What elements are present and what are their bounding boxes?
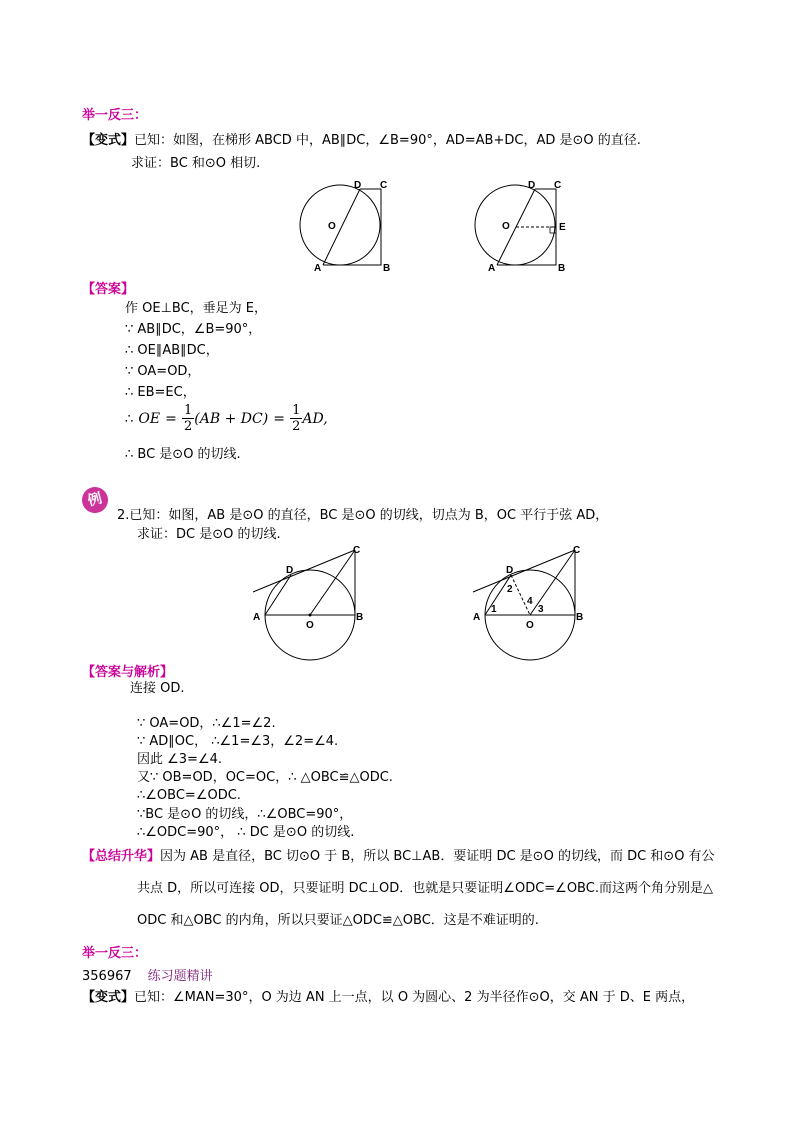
label-D: D (354, 180, 362, 191)
fraction-half: $\frac{1}{2}$ (292, 403, 301, 434)
label-E: E (559, 222, 566, 233)
answer1-line-3: ∴ OE∥AB∥DC， (125, 343, 219, 358)
answer1-line-5: ∴ EB=EC， (125, 385, 196, 400)
summary-line-2: 共点 D，所以可连接 OD，只要证明 DC⊥OD．也就是只要证明∠ODC=∠OBC.而这两个角分别是△ (137, 881, 713, 896)
label-B: B (558, 263, 566, 274)
fraction-half: $\frac{1}{2}$ (184, 403, 193, 434)
label-D: D (506, 565, 514, 576)
label-angle-4: 4 (527, 596, 533, 607)
label-A: A (473, 612, 481, 623)
label-O: O (306, 620, 314, 631)
section-heading-2: 举一反三： (82, 946, 148, 961)
exercise-link[interactable]: 练习题精讲 (147, 969, 213, 984)
trapezoid-figure-right (475, 180, 566, 274)
label-C: C (353, 545, 361, 556)
answer-tag-1: 【答案】 (82, 282, 135, 297)
trapezoid-figures (290, 172, 590, 277)
example-badge: 例 (79, 484, 111, 516)
answer-tag-2: 【答案与解析】 (82, 665, 174, 680)
tangent-figure-right (473, 545, 583, 660)
answer1-conclusion: ∴ BC 是⊙O 的切线. (125, 447, 241, 462)
example2-prove: 求证：DC 是⊙O 的切线. (137, 527, 281, 542)
section-heading-1: 举一反三： (82, 108, 148, 123)
label-C: C (554, 180, 562, 191)
label-B: B (576, 612, 584, 623)
label-C: C (573, 545, 581, 556)
variant-problem-2 (82, 989, 694, 1007)
tangent-figure-left (253, 545, 363, 660)
answer2-line-2: ∵ AD∥OC， ∴∠1=∠3，∠2=∠4. (137, 734, 339, 749)
answer2-line-3: 因此 ∠3=∠4. (137, 752, 223, 767)
variant-tag: 【变式】 (82, 990, 135, 1005)
answer2-first: 连接 OD. (130, 681, 185, 696)
variant-tag: 【变式】 (82, 133, 135, 148)
label-angle-1: 1 (491, 604, 497, 615)
label-A: A (314, 263, 322, 274)
answer2-line-6: ∵BC 是⊙O 的切线，∴∠OBC=90°， (137, 807, 353, 822)
answer1-formula: ∴ OE = $\frac{1}{2}$ (AB + DC) = $\frac{1}{2}$ AD, (125, 403, 328, 434)
exercise-code: 356967 (82, 969, 132, 984)
tangent-figures (248, 540, 598, 665)
variant-text: 已知：如图，在梯形 ABCD 中，AB∥DC，∠B=90°，AD=AB+DC，AD 是⊙O 的直径. (134, 133, 641, 148)
summary-line-1: 【总结升华】因为 AB 是直径，BC 切⊙O 于 B，所以 BC⊥AB．要证明 DC 是⊙O 的切线，而 DC 和⊙O 有公 (82, 849, 715, 864)
label-B: B (356, 612, 364, 623)
answer2-line-4: 又∵ OB=OD，OC=OC，∴ △OBC≌△ODC. (137, 770, 393, 785)
trapezoid-figure-left (300, 180, 390, 274)
label-A: A (253, 612, 261, 623)
answer2-line-7: ∴∠ODC=90°， ∴ DC 是⊙O 的切线. (137, 825, 355, 840)
summary-line-3: ODC 和△OBC 的内角，所以只要证△ODC≌△OBC．这是不难证明的. (137, 913, 539, 928)
label-B: B (383, 263, 391, 274)
example2-text: 2.已知：如图，AB 是⊙O 的直径，BC 是⊙O 的切线，切点为 B，OC 平行于弦 AD， (117, 508, 609, 523)
answer1-line-4: ∵ OA=OD， (125, 364, 201, 379)
label-D: D (528, 180, 536, 191)
variant-problem-1 (82, 132, 641, 150)
answer2-line-5: ∴∠OBC=∠ODC. (137, 788, 241, 803)
label-D: D (286, 565, 294, 576)
answer1-line-2: ∵ AB∥DC，∠B=90°， (125, 322, 262, 337)
label-C: C (380, 180, 388, 191)
label-angle-2: 2 (507, 584, 513, 595)
label-A: A (488, 263, 496, 274)
exercise-ref (82, 968, 213, 986)
label-O: O (526, 620, 534, 631)
label-angle-3: 3 (538, 604, 544, 615)
answer1-line-1: 作 OE⊥BC，垂足为 E， (125, 301, 268, 316)
answer2-line-1: ∵ OA=OD，∴∠1=∠2. (137, 716, 276, 731)
variant-text: 已知：∠MAN=30°，O 为边 AN 上一点，以 O 为圆心、2 为半径作⊙O，交 AN 于 D、E 两点， (134, 990, 695, 1005)
prove-statement-1: 求证：BC 和⊙O 相切. (131, 156, 261, 171)
label-O: O (502, 221, 510, 232)
label-O: O (328, 221, 336, 232)
summary-tag: 【总结升华】 (82, 849, 161, 864)
